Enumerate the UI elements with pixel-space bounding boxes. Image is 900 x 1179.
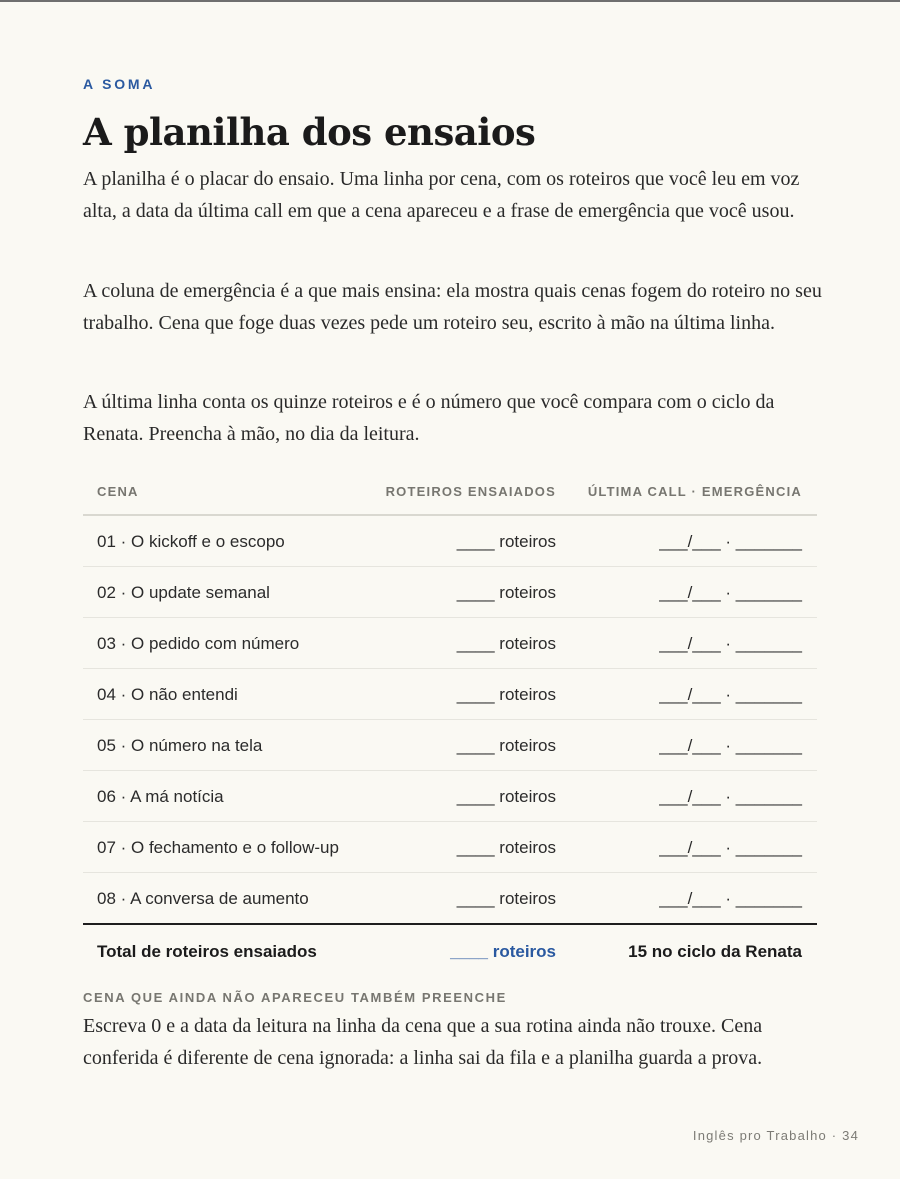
total-row [83,925,817,977]
scene-cell: 06 · A má notícia [97,787,224,806]
table-row [83,567,817,618]
total-paragraph: A última linha conta os quinze roteiros e é o número que você compara com o ciclo da Renata. Preencha à mão, no dia da leitura. [83,391,775,445]
scripts-cell: ____ roteiros [456,532,556,551]
scene-cell: 02 · O update semanal [97,583,270,602]
total-comparison: 15 no ciclo da Renata [628,942,802,961]
section-kicker: A SOMA [83,76,156,92]
scene-cell: 05 · O número na tela [97,736,263,755]
note-paragraph: Escreva 0 e a data da leitura na linha da cena que a sua rotina ainda não trouxe. Cena conferida é diferente de cena ignorada: a linha sai da fila e a planilha guarda a prova. [83,1015,763,1069]
last-call-cell: ___/___ · _______ [659,685,802,704]
table-row [83,618,817,669]
last-call-cell: ___/___ · _______ [659,787,802,806]
scripts-cell: ____ roteiros [456,634,556,653]
column-header-ultima-call: ÚLTIMA CALL · EMERGÊNCIA [587,484,802,499]
column-header-cena: CENA [97,484,139,499]
last-call-cell: ___/___ · _______ [659,736,802,755]
scene-cell: 04 · O não entendi [97,685,238,704]
table-row [83,669,817,720]
scene-cell: 08 · A conversa de aumento [97,889,309,908]
scripts-cell: ____ roteiros [456,736,556,755]
total-scripts: ____ roteiros [450,942,556,961]
table-row [83,873,817,925]
scripts-cell: ____ roteiros [456,685,556,704]
scripts-cell: ____ roteiros [456,583,556,602]
page-footer: Inglês pro Trabalho · 34 [692,1128,859,1143]
intro-paragraph: A planilha é o placar do ensaio. Uma linha por cena, com os roteiros que você leu em voz alta, a data da última call em que a cena apareceu e a frase de emergência que você usou. [83,168,800,222]
note-kicker: CENA QUE AINDA NÃO APARECEU TAMBÉM PREENCHE [83,990,507,1005]
table-row [83,720,817,771]
table-header [83,472,817,516]
page-title: A planilha dos ensaios [83,110,536,154]
table-row [83,516,817,567]
last-call-cell: ___/___ · _______ [659,583,802,602]
column-header-roteiros: ROTEIROS ENSAIADOS [385,484,556,499]
scene-cell: 03 · O pedido com número [97,634,300,653]
emergency-paragraph: A coluna de emergência é a que mais ensina: ela mostra quais cenas fogem do roteiro no seu trabalho. Cena que foge duas vezes pede um roteiro seu, escrito à mão na última linha. [83,280,822,334]
total-label: Total de roteiros ensaiados [97,942,317,961]
table-row [83,771,817,822]
last-call-cell: ___/___ · _______ [659,532,802,551]
scene-cell: 01 · O kickoff e o escopo [97,532,285,551]
last-call-cell: ___/___ · _______ [659,838,802,857]
rehearsal-table [83,472,817,977]
last-call-cell: ___/___ · _______ [659,634,802,653]
table-row [83,822,817,873]
scene-cell: 07 · O fechamento e o follow-up [97,838,339,857]
last-call-cell: ___/___ · _______ [659,889,802,908]
scripts-cell: ____ roteiros [456,787,556,806]
scripts-cell: ____ roteiros [456,838,556,857]
scripts-cell: ____ roteiros [456,889,556,908]
